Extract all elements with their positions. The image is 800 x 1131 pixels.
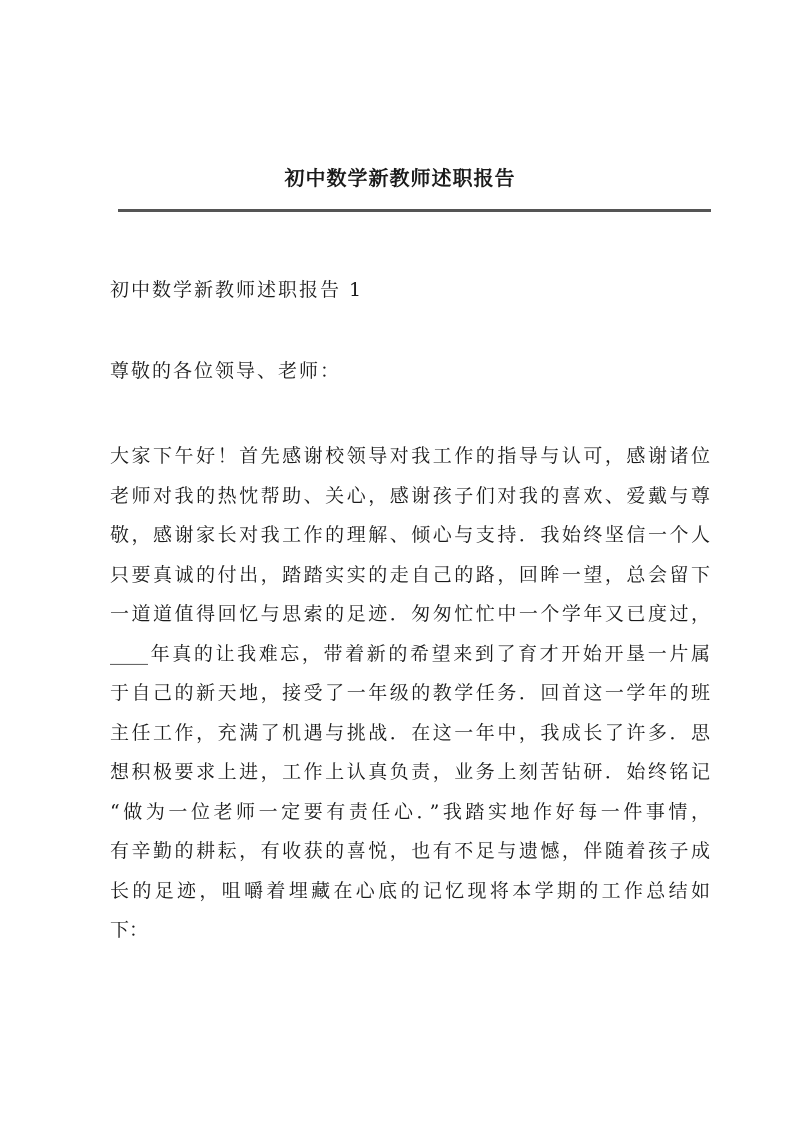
body-line: 敬，感谢家长对我工作的理解、倾心与支持．我始终坚信一个人 (110, 524, 710, 546)
salutation: 尊敬的各位领导、老师： (110, 360, 342, 382)
document-title: 初中数学新教师述职报告 (284, 166, 516, 190)
body-line: ____年真的让我难忘，带着新的希望来到了育才开始开垦一片属 (110, 642, 710, 665)
body-line: 有辛勤的耕耘，有收获的喜悦，也有不足与遗憾，伴随着孩子成 (110, 840, 710, 862)
body-line: 想积极要求上进，工作上认真负责，业务上刻苦钻研．始终铭记 (110, 761, 710, 783)
body-line: “做为一位老师一定要有责任心．”我踏实地作好每一件事情， (110, 800, 710, 823)
title-divider (118, 209, 711, 212)
body-line: 于自己的新天地，接受了一年级的教学任务．回首这一学年的班 (110, 682, 710, 704)
section-heading: 初中数学新教师述职报告 1 (110, 279, 364, 301)
body-line: 只要真诚的付出，踏踏实实的走自己的路，回眸一望，总会留下 (110, 563, 710, 586)
body-line: 老师对我的热忱帮助、关心，感谢孩子们对我的喜欢、爱戴与尊 (110, 484, 710, 507)
body-line: 大家下午好！首先感谢校领导对我工作的指导与认可，感谢诸位 (110, 445, 710, 467)
body-line: 主任工作，充满了机遇与挑战．在这一年中，我成长了许多．思 (110, 721, 710, 744)
body-line: 下： (110, 919, 149, 941)
body-paragraph (110, 437, 710, 951)
body-line: 一道道值得回忆与思索的足迹．匆匆忙忙中一个学年又已度过， (110, 603, 710, 625)
body-line: 长的足迹，咀嚼着埋藏在心底的记忆现将本学期的工作总结如 (110, 879, 710, 902)
